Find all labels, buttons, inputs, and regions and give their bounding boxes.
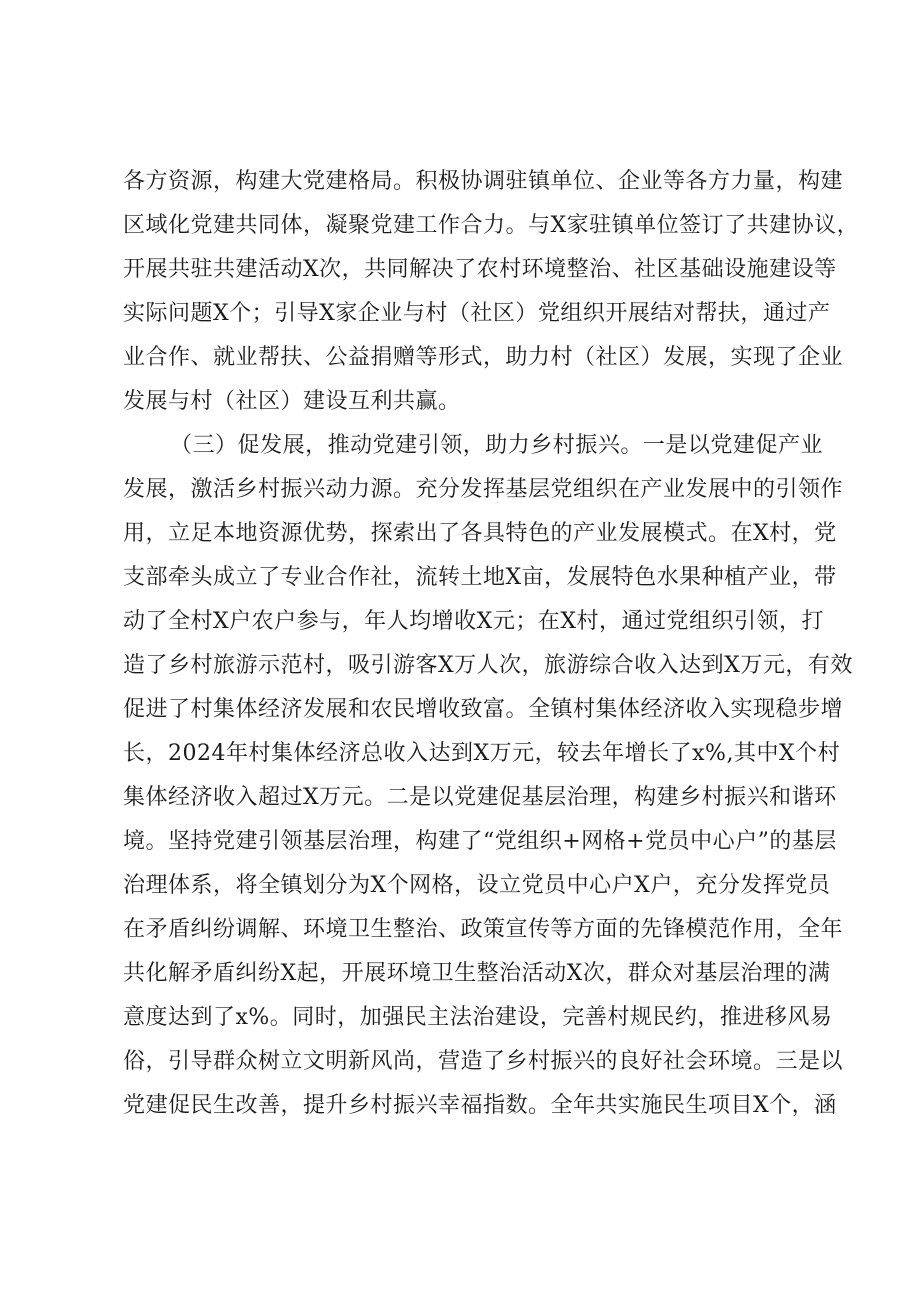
section-heading-line: （三）促发展，推动党建引领，助力乡村振兴。一是以党建促产业: [170, 433, 823, 458]
paragraph-line: 支部牵头成立了专业合作社，流转土地X亩，发展特色水果种植产业，带: [123, 565, 837, 590]
paragraph-line: 发展，激活乡村振兴动力源。充分发挥基层党组织在产业发展中的引领作: [123, 477, 844, 502]
paragraph-line: 各方资源，构建大党建格局。积极协调驻镇单位、企业等各方力量，构建: [123, 169, 844, 194]
paragraph-line: 动了全村X户农户参与，年人均增收X元；在X村，通过党组织引领，打: [123, 609, 824, 634]
paragraph-line: 区域化党建共同体，凝聚党建工作合力。与X家驻镇单位签订了共建协议，: [123, 213, 860, 238]
paragraph-line: 促进了村集体经济发展和农民增收致富。全镇村集体经济收入实现稳步增: [123, 697, 844, 722]
paragraph-line: 共化解矛盾纠纷X起，开展环境卫生整治活动X次，群众对基层治理的满: [123, 961, 831, 986]
paragraph-line: 实际问题X个；引导X家企业与村（社区）党组织开展结对帮扶，通过产: [123, 301, 831, 326]
paragraph-line: 发展与村（社区）建设互利共赢。: [123, 389, 461, 414]
paragraph-line: 意度达到了x%。同时，加强民主法治建设，完善村规民约，推进移风易: [123, 1005, 833, 1030]
paragraph-line: 在矛盾纠纷调解、环境卫生整治、政策宣传等方面的先锋模范作用，全年: [123, 917, 844, 942]
paragraph-line: 开展共驻共建活动X次，共同解决了农村环境整治、社区基础设施建设等: [123, 257, 837, 282]
paragraph-line: 境。坚持党建引领基层治理，构建了“党组织+网格+党员中心户”的基层: [123, 829, 837, 854]
paragraph-line: 长，2024年村集体经济总收入达到X万元，较去年增长了x%,其中X个村: [123, 741, 841, 766]
paragraph-line: 用，立足本地资源优势，探索出了各具特色的产业发展模式。在X村，党: [123, 521, 837, 546]
paragraph-line: 业合作、就业帮扶、公益捐赠等形式，助力村（社区）发展，实现了企业: [123, 345, 844, 370]
paragraph-line: 集体经济收入超过X万元。二是以党建促基层治理，构建乡村振兴和谐环: [123, 785, 837, 810]
paragraph-line: 治理体系，将全镇划分为X个网格，设立党员中心户X户，充分发挥党员: [123, 873, 831, 898]
paragraph-line: 俗，引导群众树立文明新风尚，营造了乡村振兴的良好社会环境。三是以: [123, 1049, 844, 1074]
paragraph-line: 造了乡村旅游示范村，吸引游客X万人次，旅游综合收入达到X万元，有效: [123, 653, 853, 678]
paragraph-line: 党建促民生改善，提升乡村振兴幸福指数。全年共实施民生项目X个，涵: [123, 1093, 837, 1118]
